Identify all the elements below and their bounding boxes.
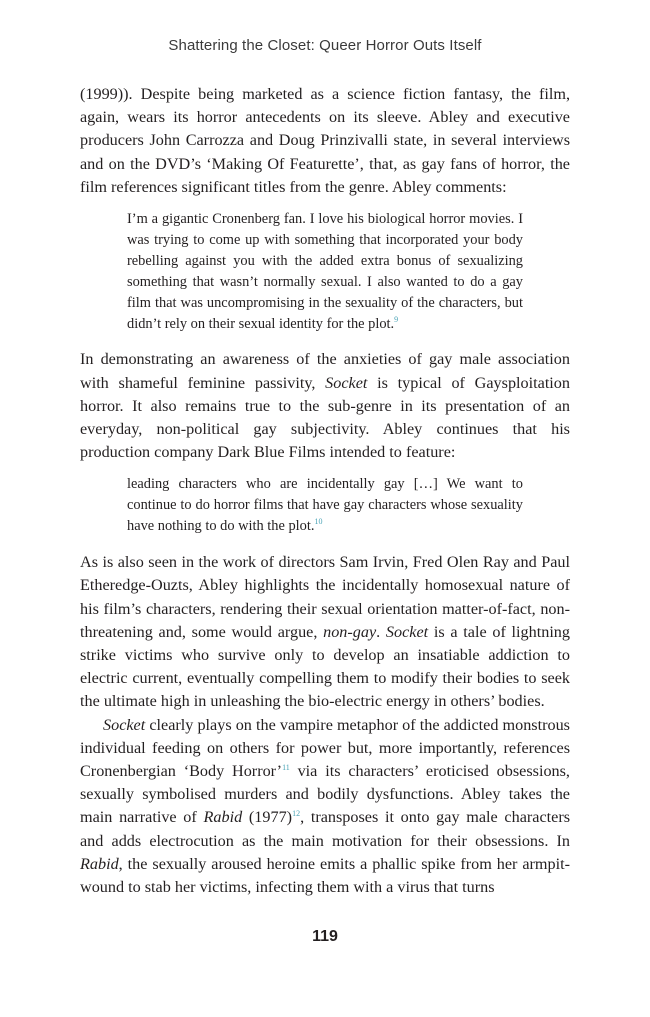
text-run: is typical of Gaysploitation horror. It also remains true to the sub-genre in its presentation of an everyday, non-political gay subjectivity. Abley continues that his production company Dark Blue Films intended to feature: xyxy=(80,373,570,462)
film-title: Socket xyxy=(103,715,146,734)
text-run: In demonstrating an awareness of the anxieties of gay male association with shameful feminine passivity, xyxy=(80,350,570,392)
film-title: Rabid xyxy=(80,854,119,873)
text-run: , transposes it onto gay male characters and adds electrocution as the main motivation for their obsessions. In xyxy=(80,808,571,850)
footnote-ref[interactable]: 11 xyxy=(282,763,290,773)
paragraph xyxy=(80,348,570,464)
text-run: , the sexually aroused heroine emits a phallic spike from her armpit-wound to stab her victims, infecting them with a virus that turns xyxy=(80,854,570,897)
text-run: (1977) xyxy=(242,808,293,827)
paragraph xyxy=(80,714,570,900)
emphasis: non-gay xyxy=(323,622,377,641)
running-head: Shattering the Closet: Queer Horror Outs Itself xyxy=(168,37,482,54)
block-quote xyxy=(127,474,523,537)
text-run: clearly plays on the vampire metaphor of the addicted monstrous individual feeding on others for power but, more importantly, references Cronenbergian ‘Body Horror’ xyxy=(80,715,570,781)
text-run: (1999)). Despite being marketed as a science fiction fantasy, the film, again, wears its horror antecedents on its sleeve. Abley and executive producers John Carrozza and Doug Prinzivalli state, in several interviews and on the DVD’s ‘Making Of Featurette’, that, as gay fans of horror, the film references significant titles from the genre. Abley comments: xyxy=(80,85,570,196)
body-text xyxy=(80,83,570,899)
text-run: leading characters who are incidentally gay […] We want to continue to do horror films that have gay characters whose sexuality have nothing to do with the plot. xyxy=(127,476,523,535)
film-title: Socket xyxy=(385,622,429,641)
paragraph xyxy=(80,551,570,713)
footnote-ref[interactable]: 12 xyxy=(292,809,301,819)
page-number: 119 xyxy=(312,928,338,945)
text-run: is a tale of lightning strike victims who survive only to develop an insatiable addiction to electric current, eventually compelling them to modify their bodies to seek the ultimate high in unleashing the bio-electric energy in others’ bodies. xyxy=(80,622,570,711)
footnote-ref[interactable]: 10 xyxy=(314,517,323,527)
text-run: As is also seen in the work of directors Sam Irvin, Fred Olen Ray and Paul Etheredge-Ouzts, Abley highlights the incidentally homosexual nature of his film’s characters, rendering their sexual orientation matter-of-fact, non-threatening and, some would argue, xyxy=(80,553,570,641)
text-run: . xyxy=(376,622,386,641)
film-title: Socket xyxy=(325,373,368,392)
footnote-ref[interactable]: 9 xyxy=(394,314,399,324)
text-run: I’m a gigantic Cronenberg fan. I love his biological horror movies. I was trying to come up with something that incorporated your body rebelling against you with the added extra bonus of sexualizing something that wasn’t normally sexual. I also wanted to do a gay film that was uncompromising in the sexuality of the characters, but didn’t rely on their sexual identity for the plot. xyxy=(127,211,523,332)
paragraph xyxy=(80,83,570,199)
text-run: via its characters’ eroticised obsessions, sexually symbolised murders and bodily dysfunctions. Abley takes the main narrative of xyxy=(80,762,570,827)
film-title: Rabid xyxy=(203,808,243,827)
block-quote xyxy=(127,209,523,334)
